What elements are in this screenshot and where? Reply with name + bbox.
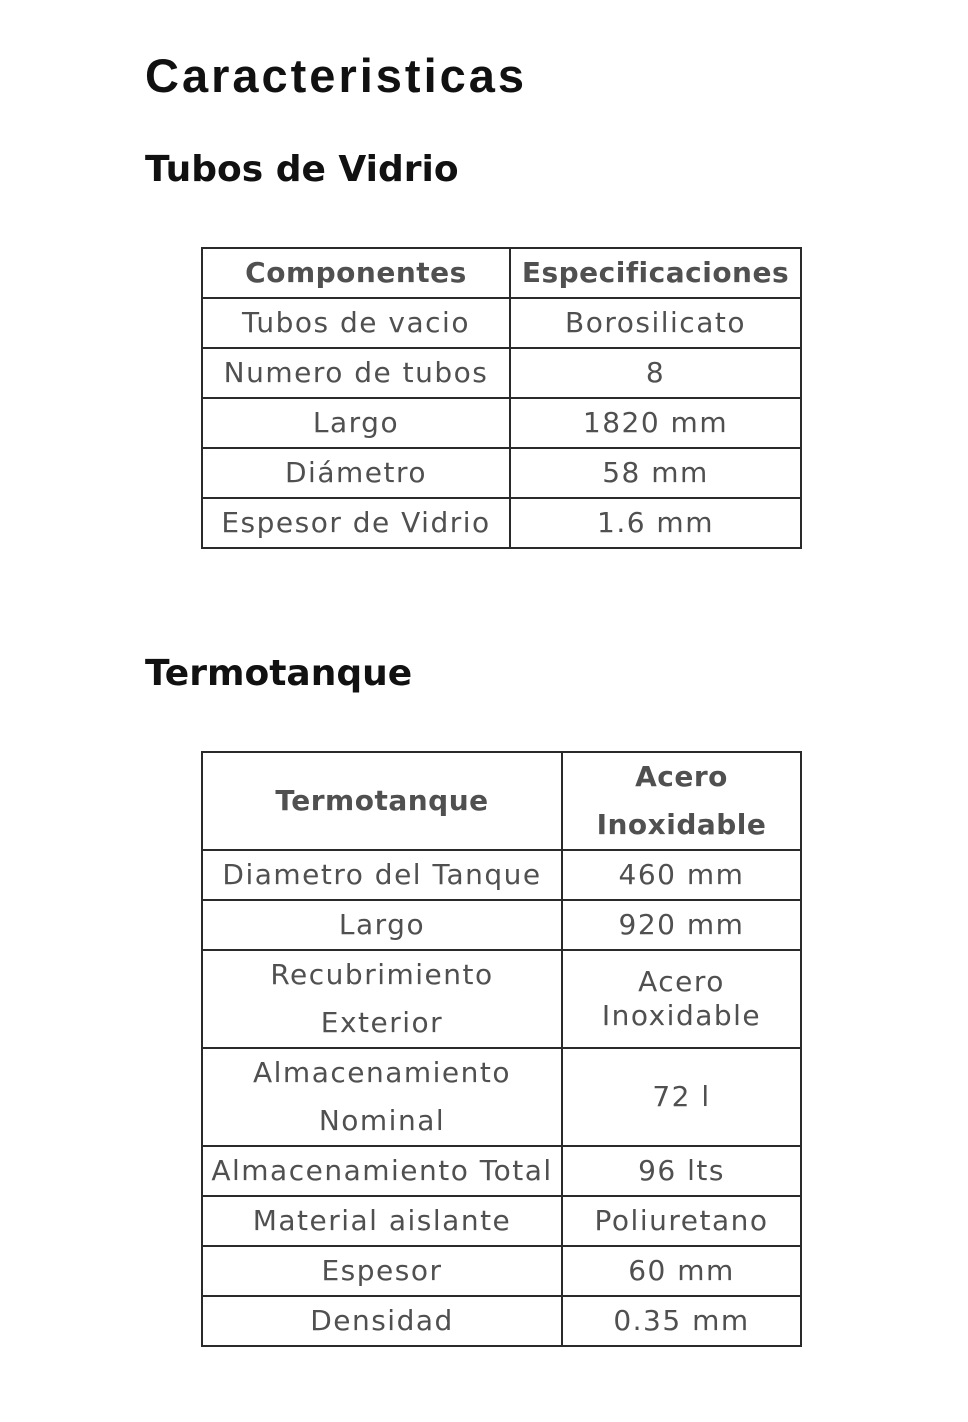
table-cell-spec: 1.6 mm [510, 498, 801, 548]
table-cell-spec: 920 mm [562, 900, 801, 950]
spec-table-tubos-de-vidrio [201, 247, 802, 549]
table-row [202, 1246, 801, 1296]
table-row [202, 448, 801, 498]
table-cell-component: Almacenamiento Nominal [202, 1048, 562, 1146]
table-cell-component: Largo [202, 398, 510, 448]
page-title: Caracteristicas [145, 49, 528, 102]
table-row [202, 398, 801, 448]
table-row [202, 1048, 801, 1146]
table-cell-component: Diametro del Tanque [202, 850, 562, 900]
table-row [202, 1196, 801, 1246]
table-row [202, 298, 801, 348]
table-row [202, 850, 801, 900]
table-row [202, 498, 801, 548]
table-cell-component: Diámetro [202, 448, 510, 498]
table-cell-component: Material aislante [202, 1196, 562, 1246]
table-row [202, 950, 801, 1048]
table-cell-spec: 96 lts [562, 1146, 801, 1196]
table-cell-spec: 1820 mm [510, 398, 801, 448]
section-title-tubos-de-vidrio: Tubos de Vidrio [145, 149, 459, 190]
table-cell-spec: 0.35 mm [562, 1296, 801, 1346]
spec-table-termotanque [201, 751, 802, 1347]
table-row [202, 1296, 801, 1346]
table-row [202, 348, 801, 398]
table-cell-spec: Acero Inoxidable [562, 950, 801, 1048]
table-cell-component: Numero de tubos [202, 348, 510, 398]
table-cell-component: Largo [202, 900, 562, 950]
table-cell-spec: 8 [510, 348, 801, 398]
column-header-termotanque: Termotanque [202, 752, 562, 850]
table-cell-spec: Borosilicato [510, 298, 801, 348]
table-cell-component: Almacenamiento Total [202, 1146, 562, 1196]
table-cell-component: Espesor [202, 1246, 562, 1296]
table-cell-component: Densidad [202, 1296, 562, 1346]
column-header-acero-inoxidable: Acero Inoxidable [562, 752, 801, 850]
table-row [202, 1146, 801, 1196]
table-cell-component: Espesor de Vidrio [202, 498, 510, 548]
column-header-componentes: Componentes [202, 248, 510, 298]
table-cell-component: Tubos de vacio [202, 298, 510, 348]
table-header-row [202, 248, 801, 298]
table-cell-spec: Poliuretano [562, 1196, 801, 1246]
section-title-termotanque: Termotanque [145, 653, 413, 694]
table-header-row [202, 752, 801, 850]
table-cell-spec: 72 l [562, 1048, 801, 1146]
column-header-especificaciones: Especificaciones [510, 248, 801, 298]
table-cell-spec: 58 mm [510, 448, 801, 498]
table-row [202, 900, 801, 950]
table-cell-spec: 60 mm [562, 1246, 801, 1296]
table-cell-spec: 460 mm [562, 850, 801, 900]
table-cell-component: Recubrimiento Exterior [202, 950, 562, 1048]
